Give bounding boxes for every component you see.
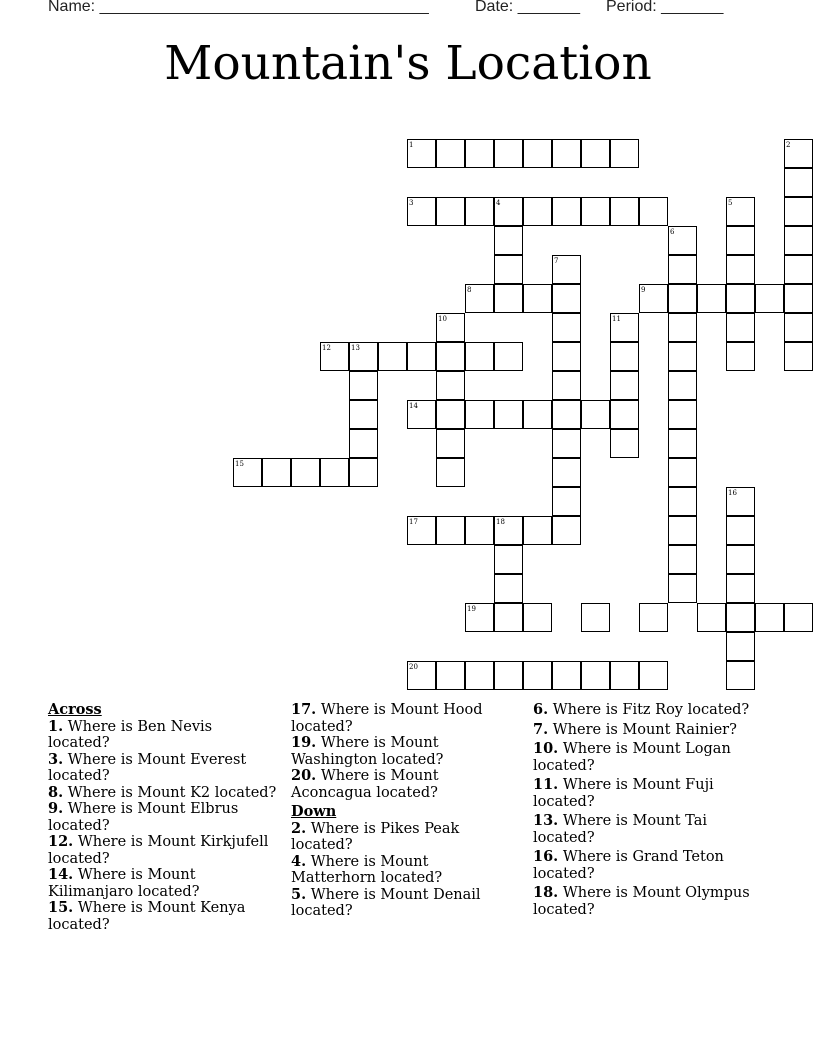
grid-cell[interactable] (465, 139, 494, 168)
grid-cell[interactable] (233, 458, 262, 487)
clue-text: Where is Mount Logan located? (533, 741, 731, 774)
clue-item (291, 702, 491, 735)
grid-cell[interactable] (726, 342, 755, 371)
clue-item (533, 777, 768, 810)
clue-number: 6. (533, 701, 549, 718)
clue-item (533, 722, 768, 739)
cell-number: 17 (409, 518, 418, 526)
grid-cell[interactable] (610, 197, 639, 226)
grid-cell[interactable] (726, 255, 755, 284)
grid-cell[interactable] (523, 661, 552, 690)
grid-cell[interactable] (523, 139, 552, 168)
down-heading: Down (291, 803, 337, 820)
clue-text: Where is Mount Fuji located? (533, 777, 714, 810)
grid-cell[interactable] (436, 371, 465, 400)
clue-item (291, 887, 491, 920)
grid-cell[interactable] (291, 458, 320, 487)
grid-cell[interactable] (726, 487, 755, 516)
grid-cell[interactable] (581, 400, 610, 429)
cell-number: 18 (496, 518, 505, 526)
grid-cell[interactable] (523, 400, 552, 429)
grid-cell[interactable] (697, 284, 726, 313)
grid-cell[interactable] (494, 400, 523, 429)
grid-cell[interactable] (581, 661, 610, 690)
grid-cell[interactable] (552, 197, 581, 226)
cell-number: 20 (409, 663, 418, 671)
grid-cell[interactable] (349, 400, 378, 429)
grid-cell[interactable] (668, 226, 697, 255)
clue-text: Where is Pikes Peak located? (291, 820, 460, 853)
grid-cell[interactable] (552, 661, 581, 690)
clue-text: Where is Mount Kirkjufell located? (48, 834, 269, 867)
grid-cell[interactable] (494, 603, 523, 632)
cell-number: 8 (467, 286, 472, 294)
grid-cell[interactable] (320, 458, 349, 487)
clue-number: 13. (533, 812, 559, 829)
grid-cell[interactable] (494, 197, 523, 226)
grid-cell[interactable] (494, 661, 523, 690)
across-clue-list (48, 719, 278, 934)
clue-number: 17. (291, 701, 317, 718)
clue-text: Where is Mount Rainier? (552, 721, 737, 738)
grid-cell[interactable] (784, 197, 813, 226)
down-clue-list-continued (533, 702, 768, 918)
cell-number: 15 (235, 460, 244, 468)
clue-column-1 (48, 702, 278, 933)
grid-cell[interactable] (552, 429, 581, 458)
grid-cell[interactable] (465, 603, 494, 632)
clue-number: 12. (48, 833, 74, 850)
clue-item (48, 785, 278, 802)
grid-cell[interactable] (552, 458, 581, 487)
grid-cell[interactable] (610, 342, 639, 371)
clue-number: 18. (533, 884, 559, 901)
grid-cell[interactable] (726, 284, 755, 313)
grid-cell[interactable] (784, 226, 813, 255)
grid-cell[interactable] (668, 487, 697, 516)
grid-cell[interactable] (784, 139, 813, 168)
clue-text: Where is Mount Hood located? (291, 702, 483, 735)
grid-cell[interactable] (494, 342, 523, 371)
clue-item (533, 741, 768, 774)
grid-cell[interactable] (581, 197, 610, 226)
clue-item (291, 735, 491, 768)
grid-cell[interactable] (494, 226, 523, 255)
grid-cell[interactable] (668, 458, 697, 487)
grid-cell[interactable] (668, 313, 697, 342)
grid-cell[interactable] (610, 429, 639, 458)
clue-number: 19. (291, 734, 317, 751)
grid-cell[interactable] (610, 313, 639, 342)
grid-cell[interactable] (378, 342, 407, 371)
grid-cell[interactable] (668, 574, 697, 603)
clue-number: 10. (533, 740, 559, 757)
grid-cell[interactable] (436, 197, 465, 226)
grid-cell[interactable] (465, 400, 494, 429)
grid-cell[interactable] (436, 661, 465, 690)
grid-cell[interactable] (726, 632, 755, 661)
clue-number: 9. (48, 800, 64, 817)
clue-item (533, 702, 768, 719)
clue-number: 5. (291, 885, 307, 903)
grid-cell[interactable] (465, 197, 494, 226)
cell-number: 6 (670, 228, 675, 236)
grid-cell[interactable] (755, 284, 784, 313)
grid-cell[interactable] (610, 139, 639, 168)
grid-cell[interactable] (668, 371, 697, 400)
grid-cell[interactable] (668, 516, 697, 545)
grid-cell[interactable] (349, 458, 378, 487)
cell-number: 2 (786, 141, 791, 149)
clue-text: Where is Mount Washington located? (291, 735, 444, 768)
clue-text: Where is Mount Kenya located? (48, 900, 246, 933)
cell-number: 19 (467, 605, 476, 613)
grid-cell[interactable] (784, 255, 813, 284)
grid-cell[interactable] (407, 139, 436, 168)
cell-number: 13 (351, 344, 360, 352)
grid-cell[interactable] (726, 226, 755, 255)
clue-item (533, 885, 768, 918)
period-field[interactable]: Period: _______ (606, 0, 724, 15)
grid-cell[interactable] (494, 284, 523, 313)
student-info-line (48, 0, 768, 20)
grid-cell[interactable] (668, 342, 697, 371)
grid-cell[interactable] (668, 429, 697, 458)
clue-text: Where is Mount Matterhorn located? (291, 853, 443, 886)
grid-cell[interactable] (436, 516, 465, 545)
grid-cell[interactable] (552, 255, 581, 284)
grid-cell[interactable] (523, 516, 552, 545)
clue-item (48, 719, 278, 752)
grid-cell[interactable] (668, 284, 697, 313)
grid-cell[interactable] (726, 574, 755, 603)
grid-cell[interactable] (436, 458, 465, 487)
clue-number: 20. (291, 767, 317, 784)
grid-cell[interactable] (581, 603, 610, 632)
cell-number: 5 (728, 199, 733, 207)
grid-cell[interactable] (407, 400, 436, 429)
grid-cell[interactable] (465, 661, 494, 690)
name-field[interactable]: Name: _____________________________________ (48, 0, 429, 15)
clue-item (48, 834, 278, 867)
grid-cell[interactable] (494, 139, 523, 168)
grid-cell[interactable] (726, 545, 755, 574)
clue-item (291, 768, 491, 801)
clue-column-2 (291, 702, 491, 920)
cell-number: 12 (322, 344, 331, 352)
grid-cell[interactable] (552, 342, 581, 371)
cell-number: 7 (554, 257, 559, 265)
cell-number: 10 (438, 315, 447, 323)
grid-cell[interactable] (436, 400, 465, 429)
grid-cell[interactable] (494, 516, 523, 545)
grid-cell[interactable] (262, 458, 291, 487)
grid-cell[interactable] (320, 342, 349, 371)
grid-cell[interactable] (523, 197, 552, 226)
clue-text: Where is Mount Tai located? (533, 813, 707, 846)
grid-cell[interactable] (755, 603, 784, 632)
cell-number: 3 (409, 199, 414, 207)
clue-number: 4. (291, 852, 307, 870)
grid-cell[interactable] (465, 284, 494, 313)
across-clue-list-continued (291, 702, 491, 801)
clue-item (48, 752, 278, 785)
cell-number: 14 (409, 402, 418, 410)
clue-number: 7. (533, 720, 549, 738)
grid-cell[interactable] (494, 574, 523, 603)
clue-text: Where is Mount Kilimanjaro located? (48, 867, 200, 900)
clue-text: Where is Ben Nevis located? (48, 718, 213, 751)
clue-number: 14. (48, 866, 74, 883)
grid-cell[interactable] (581, 139, 610, 168)
grid-cell[interactable] (523, 284, 552, 313)
grid-cell[interactable] (349, 429, 378, 458)
cell-number: 1 (409, 141, 414, 149)
clue-number: 1. (48, 717, 64, 735)
grid-cell[interactable] (436, 342, 465, 371)
date-field[interactable]: Date: _______ (475, 0, 580, 15)
grid-cell[interactable] (784, 313, 813, 342)
clue-number: 2. (291, 819, 307, 837)
grid-cell[interactable] (784, 603, 813, 632)
grid-cell[interactable] (726, 661, 755, 690)
clue-number: 16. (533, 848, 559, 865)
down-clue-list (291, 821, 491, 920)
grid-cell[interactable] (552, 516, 581, 545)
clue-number: 3. (48, 750, 64, 768)
grid-cell[interactable] (610, 400, 639, 429)
grid-cell[interactable] (552, 487, 581, 516)
clue-item (533, 849, 768, 882)
puzzle-title: Mountain's Location (164, 36, 652, 91)
grid-cell[interactable] (552, 313, 581, 342)
clue-number: 8. (48, 783, 64, 801)
clue-item (291, 854, 491, 887)
clue-text: Where is Mount K2 located? (67, 784, 277, 801)
grid-cell[interactable] (784, 168, 813, 197)
clue-text: Where is Mount Aconcagua located? (291, 768, 439, 801)
grid-cell[interactable] (552, 400, 581, 429)
cell-number: 16 (728, 489, 737, 497)
cell-number: 11 (612, 315, 621, 323)
grid-cell[interactable] (552, 371, 581, 400)
grid-cell[interactable] (407, 342, 436, 371)
clue-text: Where is Fitz Roy located? (552, 702, 750, 718)
grid-cell[interactable] (610, 661, 639, 690)
grid-cell[interactable] (436, 139, 465, 168)
clue-text: Where is Mount Everest located? (48, 751, 247, 784)
grid-cell[interactable] (436, 429, 465, 458)
clue-item (48, 801, 278, 834)
grid-cell[interactable] (523, 603, 552, 632)
clue-text: Where is Mount Elbrus located? (48, 801, 239, 834)
clue-item (48, 867, 278, 900)
grid-cell[interactable] (639, 284, 668, 313)
grid-cell[interactable] (668, 545, 697, 574)
clue-text: Where is Mount Olympus located? (533, 885, 750, 918)
grid-cell[interactable] (349, 342, 378, 371)
grid-cell[interactable] (610, 371, 639, 400)
grid-cell[interactable] (726, 313, 755, 342)
grid-cell[interactable] (349, 371, 378, 400)
clue-text: Where is Grand Teton located? (533, 849, 724, 882)
cell-number: 9 (641, 286, 646, 294)
grid-cell[interactable] (494, 255, 523, 284)
grid-cell[interactable] (407, 661, 436, 690)
grid-cell[interactable] (726, 197, 755, 226)
grid-cell[interactable] (639, 603, 668, 632)
clue-number: 15. (48, 899, 74, 916)
grid-cell[interactable] (465, 342, 494, 371)
grid-cell[interactable] (639, 661, 668, 690)
clue-text: Where is Mount Denail located? (291, 886, 481, 919)
grid-cell[interactable] (668, 255, 697, 284)
grid-cell[interactable] (407, 516, 436, 545)
grid-cell[interactable] (668, 400, 697, 429)
cell-number: 4 (496, 199, 501, 207)
clue-item (291, 821, 491, 854)
grid-cell[interactable] (407, 197, 436, 226)
grid-cell[interactable] (639, 197, 668, 226)
grid-cell[interactable] (697, 603, 726, 632)
clue-item (48, 900, 278, 933)
clue-number: 11. (533, 776, 559, 793)
grid-cell[interactable] (436, 313, 465, 342)
grid-cell[interactable] (726, 516, 755, 545)
grid-cell[interactable] (465, 516, 494, 545)
clue-item (533, 813, 768, 846)
clue-column-3 (533, 702, 768, 921)
across-heading: Across (48, 701, 102, 718)
grid-cell[interactable] (784, 342, 813, 371)
grid-cell[interactable] (784, 284, 813, 313)
grid-cell[interactable] (726, 603, 755, 632)
grid-cell[interactable] (494, 545, 523, 574)
grid-cell[interactable] (552, 284, 581, 313)
grid-cell[interactable] (552, 139, 581, 168)
